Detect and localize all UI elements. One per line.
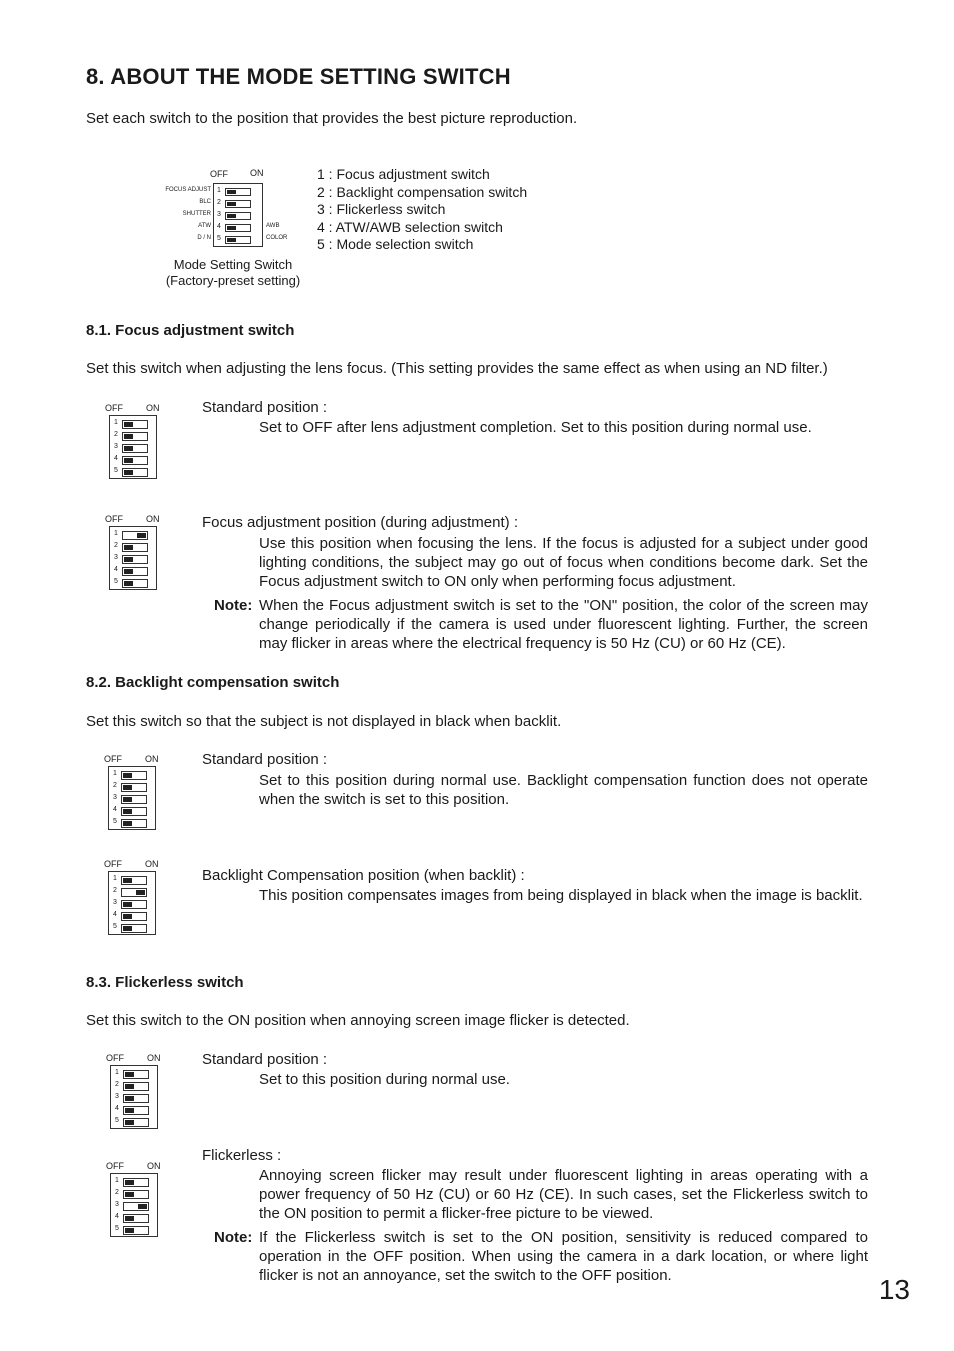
flicker-adjust-label: Flickerless : xyxy=(202,1147,282,1164)
switch-knob xyxy=(136,890,145,895)
switch-knob xyxy=(125,1192,134,1197)
on-label: ON xyxy=(146,514,160,524)
switch-knob xyxy=(124,557,133,562)
switch-slot xyxy=(121,783,147,792)
switch-row: 3 xyxy=(109,898,155,910)
switch-knob xyxy=(123,773,132,778)
legend-row-5: 5 xyxy=(214,234,262,246)
switch-slot xyxy=(123,1226,149,1235)
page-title: 8. ABOUT THE MODE SETTING SWITCH xyxy=(86,64,511,89)
switch-knob xyxy=(125,1216,134,1221)
switch-knob xyxy=(123,821,132,826)
blc-adjust-switch-diagram xyxy=(104,859,160,943)
switch-box xyxy=(108,766,156,830)
switch-knob xyxy=(125,1228,134,1233)
switch-knob xyxy=(125,1084,134,1089)
switch-slot xyxy=(123,1082,149,1091)
blc-adjust-text: This position compensates images from being displayed in black when the image is backlit. xyxy=(259,887,863,904)
flicker-standard-switch-diagram xyxy=(106,1053,162,1137)
switch-row: 1 xyxy=(110,529,156,541)
note-text: When the Focus adjustment switch is set to the "ON" position, the color of the screen may change periodically if the camera is used under fluorescent lighting. Further, the screen may flicker in areas where the electrical frequency is 50 Hz (CU) or 60 Hz (CE). xyxy=(259,597,868,652)
section-desc-blc: Set this switch so that the subject is not displayed in black when backlit. xyxy=(86,713,562,730)
legend-left-label: D / N xyxy=(197,235,211,241)
off-label: OFF xyxy=(104,754,122,764)
on-label: ON xyxy=(145,754,159,764)
switch-knob xyxy=(227,214,236,218)
switch-knob xyxy=(227,202,236,206)
note-label: Note: xyxy=(214,597,253,614)
switch-knob xyxy=(123,785,132,790)
legend-item: 3 : Flickerless switch xyxy=(317,201,446,217)
switch-knob xyxy=(125,1108,134,1113)
switch-slot xyxy=(121,888,147,897)
focus-adjust-text: Use this position when focusing the lens. If the focus is adjusted for a subject under good lighting conditions, the subject may go out of focus when conditions become dark. Set the Focus adjustment switch to ON only when performing focus adjustment. xyxy=(259,535,868,590)
switch-row: 1 xyxy=(111,1176,157,1188)
legend-list xyxy=(317,166,527,254)
switch-knob xyxy=(124,458,133,463)
switch-row: 5 xyxy=(110,466,156,478)
flicker-note xyxy=(214,1228,868,1285)
switch-row: 4 xyxy=(111,1212,157,1224)
switch-slot xyxy=(123,1094,149,1103)
legend-left-label: FOCUS ADJUST xyxy=(165,187,211,193)
switch-slot xyxy=(123,1178,149,1187)
switch-row: 1 xyxy=(111,1068,157,1080)
section-heading-focus: 8.1. Focus adjustment switch xyxy=(86,322,295,339)
switch-knob xyxy=(125,1072,134,1077)
section-desc-flicker: Set this switch to the ON position when annoying screen image flicker is detected. xyxy=(86,1012,630,1029)
legend-right-label: AWB xyxy=(266,223,280,229)
switch-knob xyxy=(227,226,236,230)
switch-slot xyxy=(122,543,148,552)
switch-row: 4 xyxy=(109,805,155,817)
switch-row: 1 xyxy=(110,418,156,430)
switch-slot xyxy=(122,555,148,564)
note-label: Note: xyxy=(214,1229,253,1246)
blc-standard-text: Set to this position during normal use. Backlight compensation function does not operate when the switch is set to this position. xyxy=(259,772,868,808)
switch-row: 3 xyxy=(109,793,155,805)
switch-row: 2 xyxy=(111,1080,157,1092)
on-label: ON xyxy=(145,859,159,869)
switch-knob xyxy=(124,446,133,451)
switch-row: 4 xyxy=(111,1104,157,1116)
switch-slot xyxy=(121,912,147,921)
switch-slot xyxy=(122,468,148,477)
switch-slot xyxy=(123,1214,149,1223)
switch-slot xyxy=(121,807,147,816)
note-text: If the Flickerless switch is set to the ON position, sensitivity is reduced compared to operation in the OFF position. When using the camera in a dark location, or where light flicker is not an annoyance, set the switch to the OFF position. xyxy=(259,1229,868,1284)
switch-row: 5 xyxy=(110,577,156,589)
switch-row: 3 xyxy=(110,442,156,454)
switch-knob xyxy=(138,1204,147,1209)
legend-switch-box xyxy=(213,183,263,247)
section-heading-blc: 8.2. Backlight compensation switch xyxy=(86,674,340,691)
off-label: OFF xyxy=(105,514,123,524)
switch-row: 1 xyxy=(109,769,155,781)
switch-row: 4 xyxy=(109,910,155,922)
switch-slot xyxy=(123,1118,149,1127)
switch-box xyxy=(108,871,156,935)
switch-slot xyxy=(122,579,148,588)
legend-caption: Mode Setting Switch (Factory-preset setting) xyxy=(165,257,301,288)
switch-row: 3 xyxy=(111,1200,157,1212)
legend-item: 2 : Backlight compensation switch xyxy=(317,183,528,200)
switch-slot xyxy=(122,432,148,441)
focus-standard-switch-diagram xyxy=(105,403,161,487)
switch-slot xyxy=(121,900,147,909)
switch-knob xyxy=(124,545,133,550)
section-heading-flicker: 8.3. Flickerless switch xyxy=(86,974,244,991)
legend-left-label: ATW xyxy=(198,223,211,229)
switch-knob xyxy=(124,422,133,427)
intro-text: Set each switch to the position that provides the best picture reproduction. xyxy=(86,110,578,127)
legend-item: 1 : Focus adjustment switch xyxy=(317,166,490,182)
switch-slot xyxy=(121,795,147,804)
switch-knob xyxy=(124,470,133,475)
switch-slot xyxy=(122,456,148,465)
switch-row: 2 xyxy=(111,1188,157,1200)
focus-standard-text: Set to OFF after lens adjustment completion. Set to this position during normal use. xyxy=(259,419,812,436)
legend-row-1: 1 xyxy=(214,186,262,198)
section-desc-focus: Set this switch when adjusting the lens focus. (This setting provides the same effect as when using an ND filter.) xyxy=(86,360,828,377)
switch-knob xyxy=(123,797,132,802)
switch-row: 4 xyxy=(110,454,156,466)
on-label: ON xyxy=(147,1161,161,1171)
off-label: OFF xyxy=(105,403,123,413)
switch-slot xyxy=(122,567,148,576)
legend-row-4: 4 xyxy=(214,222,262,234)
switch-knob xyxy=(123,914,132,919)
legend-item: 4 : ATW/AWB selection switch xyxy=(317,218,503,235)
switch-row: 4 xyxy=(110,565,156,577)
switch-box xyxy=(109,526,157,590)
switch-knob xyxy=(124,581,133,586)
switch-knob xyxy=(124,434,133,439)
switch-knob xyxy=(227,238,236,242)
switch-slot xyxy=(123,1070,149,1079)
blc-standard-switch-diagram xyxy=(104,754,160,838)
switch-slot xyxy=(123,1190,149,1199)
switch-row: 2 xyxy=(110,430,156,442)
switch-slot xyxy=(122,531,148,540)
switch-knob xyxy=(227,190,236,194)
switch-knob xyxy=(125,1120,134,1125)
switch-knob xyxy=(124,569,133,574)
switch-slot xyxy=(121,876,147,885)
legend-row-2: 2 xyxy=(214,198,262,210)
legend-right-label: COLOR xyxy=(266,235,288,241)
switch-knob xyxy=(123,878,132,883)
focus-note xyxy=(214,596,868,653)
switch-slot xyxy=(121,771,147,780)
switch-row: 2 xyxy=(109,781,155,793)
focus-standard-label: Standard position : xyxy=(202,399,328,416)
flicker-adjust-switch-diagram xyxy=(106,1161,162,1245)
switch-slot xyxy=(123,1202,149,1211)
switch-row: 5 xyxy=(111,1116,157,1128)
legend-left-label: BLC xyxy=(199,199,211,205)
switch-row: 5 xyxy=(109,922,155,934)
focus-adjust-label: Focus adjustment position (during adjustment) : xyxy=(202,514,518,531)
off-label: OFF xyxy=(104,859,122,869)
on-label: ON xyxy=(147,1053,161,1063)
switch-row: 5 xyxy=(109,817,155,829)
switch-row: 3 xyxy=(110,553,156,565)
legend-off-label: OFF xyxy=(210,169,228,179)
switch-knob xyxy=(137,533,146,538)
switch-row: 2 xyxy=(109,886,155,898)
switch-box xyxy=(109,415,157,479)
switch-slot xyxy=(122,420,148,429)
switch-knob xyxy=(123,902,132,907)
switch-slot xyxy=(121,924,147,933)
switch-slot xyxy=(123,1106,149,1115)
legend-left-label: SHUTTER xyxy=(182,211,211,217)
switch-knob xyxy=(125,1180,134,1185)
switch-knob xyxy=(123,809,132,814)
switch-row: 3 xyxy=(111,1092,157,1104)
mode-switch-diagram xyxy=(160,168,320,293)
switch-box xyxy=(110,1065,158,1129)
switch-knob xyxy=(125,1096,134,1101)
switch-slot xyxy=(121,819,147,828)
legend-row-3: 3 xyxy=(214,210,262,222)
flicker-standard-text: Set to this position during normal use. xyxy=(259,1071,510,1088)
switch-slot xyxy=(122,444,148,453)
off-label: OFF xyxy=(106,1161,124,1171)
flicker-adjust-text: Annoying screen flicker may result under fluorescent lighting in areas operating with a power frequency of 50 Hz (CU) or 60 Hz (CE). In such cases, set the Flickerless switch to the ON position to permit a flicker-free picture to be viewed. xyxy=(259,1167,868,1222)
blc-adjust-label: Backlight Compensation position (when backlit) : xyxy=(202,867,525,884)
blc-standard-label: Standard position : xyxy=(202,751,328,768)
switch-row: 5 xyxy=(111,1224,157,1236)
focus-adjust-switch-diagram xyxy=(105,514,161,598)
switch-box xyxy=(110,1173,158,1237)
switch-row: 1 xyxy=(109,874,155,886)
legend-item: 5 : Mode selection switch xyxy=(317,236,474,252)
switch-row: 2 xyxy=(110,541,156,553)
off-label: OFF xyxy=(106,1053,124,1063)
on-label: ON xyxy=(146,403,160,413)
flicker-standard-label: Standard position : xyxy=(202,1051,328,1068)
page-number: 13 xyxy=(878,1274,910,1305)
legend-on-label: ON xyxy=(250,168,264,178)
switch-knob xyxy=(123,926,132,931)
